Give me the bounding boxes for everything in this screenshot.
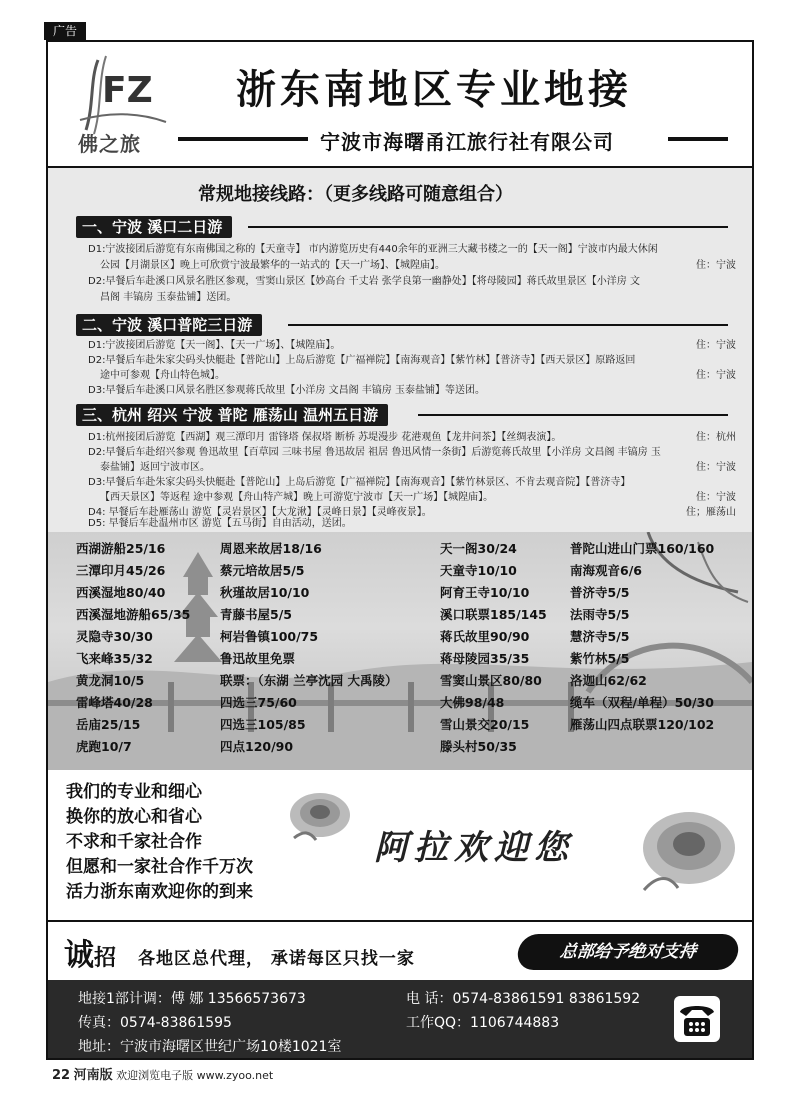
day-text: 【西天景区】等返程 途中参观【舟山特产城】晚上可游览宁波市【天一广场】【城隍庙】。 — [100, 492, 494, 503]
day-loc: 住：宁波 — [696, 260, 736, 271]
day-text: D3:早餐后车赴朱家尖码头快艇赴【普陀山】上岛后游览【广福禅院】【南海观音】【紫竹林景区、不肯去观音院】【普济寺】 — [88, 477, 631, 488]
ticket-item: 鲁迅故里免票 — [220, 651, 296, 666]
ticket-item: 慧济寺5/5 — [570, 629, 630, 644]
ticket-item: 溪口联票185/145 — [440, 607, 547, 622]
ticket-item: 普济寺5/5 — [570, 585, 630, 600]
ticket-item: 蒋母陵园35/35 — [440, 651, 530, 666]
day-text: D1:杭州接团后游览【西湖】观三潭印月 雷锋塔 保叔塔 断桥 苏堤漫步 花港观鱼【龙井问茶】【丝绸表演】。 — [88, 432, 562, 443]
route-3-day — [88, 445, 736, 461]
support-badge: 总部给予绝对支持 — [515, 934, 740, 970]
peony-flower-icon — [280, 780, 360, 850]
route-3-day — [88, 516, 736, 532]
day-loc: 住：杭州 — [696, 432, 736, 443]
contact-fax: 传真：0574-83861595 — [78, 1015, 232, 1031]
ticket-item: 飞来峰35/32 — [76, 651, 153, 666]
website-text: 欢迎浏览电子版 www.zyoo.net — [116, 1069, 274, 1082]
page-title: 浙东南地区专业地接 — [236, 67, 632, 113]
ticket-item: 天童寺10/10 — [440, 563, 517, 578]
route-2-day — [88, 338, 736, 354]
route-2-day — [88, 353, 736, 369]
ticket-column-shaoxing — [220, 538, 397, 758]
slogan-line: 不求和千家社合作 — [66, 832, 202, 852]
recruit-char-1: 诚 — [64, 938, 94, 973]
recruit-char-2: 招 — [94, 946, 117, 971]
ticket-item: 黄龙洞10/5 — [76, 673, 145, 688]
ticket-item: 雪窦山景区80/80 — [440, 673, 542, 688]
ticket-item: 青藤书屋5/5 — [220, 607, 292, 622]
ticket-item: 缆车（双程/单程）50/30 — [570, 695, 714, 710]
recruit-big-text — [64, 930, 116, 974]
company-name: 宁波市海曙甬江旅行社有限公司 — [320, 130, 614, 154]
ticket-item: 西湖游船25/16 — [76, 541, 166, 556]
ticket-item: 四选三75/60 — [220, 695, 297, 710]
day-loc: 住；雁荡山 — [686, 507, 736, 518]
route-3-title: 三、杭州 绍兴 宁波 普陀 雁荡山 温州五日游 — [76, 404, 388, 426]
ticket-item: 虎跑10/7 — [76, 739, 132, 754]
day-loc: 住：宁波 — [696, 462, 736, 473]
ticket-price-table — [48, 532, 752, 770]
ticket-item: 岳庙25/15 — [76, 717, 141, 732]
day-text: 公园【月湖景区】晚上可欣赏宁波最繁华的一站式的【天一广场】、【城隍庙】。 — [100, 260, 445, 271]
ticket-item: 灵隐寺30/30 — [76, 629, 153, 644]
day-loc: 住：宁波 — [696, 340, 736, 351]
day-text: D2:早餐后车赴朱家尖码头快艇赴【普陀山】上岛后游览【广福禅院】【南海观音】【紫竹林】【普济寺】【西天景区】原路返回 — [88, 355, 636, 366]
ticket-item: 滕头村50/35 — [440, 739, 517, 754]
ticket-item: 洛迦山62/62 — [570, 673, 647, 688]
ticket-column-putuo-yandang — [570, 538, 714, 736]
route-1-day — [100, 290, 736, 306]
subtitle-bar — [178, 126, 728, 152]
ticket-item: 阿育王寺10/10 — [440, 585, 530, 600]
svg-text:FZ: FZ — [102, 70, 153, 111]
ticket-item: 雪山景交20/15 — [440, 717, 530, 732]
day-loc: 住：宁波 — [696, 492, 736, 503]
route-2-day — [88, 383, 736, 399]
ticket-column-hangzhou — [76, 538, 190, 758]
ticket-item: 四选三105/85 — [220, 717, 306, 732]
ticket-item: 三潭印月45/26 — [76, 563, 166, 578]
recruit-banner — [48, 920, 752, 980]
route-1-day — [100, 258, 736, 274]
advertisement-frame — [46, 40, 754, 1060]
welcome-calligraphy: 阿拉欢迎您 — [374, 828, 574, 868]
ticket-item: 周恩来故居18/16 — [220, 541, 322, 556]
ticket-item: 法雨寺5/5 — [570, 607, 630, 622]
contact-tel-value: 0574-83861591 83861592 — [452, 991, 641, 1007]
day-text: 泰盐铺】返回宁波市区。 — [100, 462, 210, 473]
day-text: D2:早餐后车赴绍兴参观 鲁迅故里【百草园 三味书屋 鲁迅故居 祖居 鲁迅风情一条街】后游览蒋氏故里【小洋房 文昌阁 丰镐房 玉 — [88, 447, 661, 458]
ticket-item: 四点120/90 — [220, 739, 294, 754]
ticket-item: 柯岩鲁镇100/75 — [220, 629, 319, 644]
day-text: D4: 早餐后车赴雁荡山 游览【灵岩景区】【大龙湫】【灵峰日景】【灵峰夜景】。 — [88, 507, 432, 518]
telephone-icon — [672, 994, 722, 1044]
ticket-item: 联票：（东湖 兰亭沈园 大禹陵） — [220, 673, 398, 688]
ticket-item: 天一阁30/24 — [440, 541, 517, 556]
ticket-item: 蒋氏故里90/90 — [440, 629, 530, 644]
header — [48, 42, 752, 168]
contact-panel — [48, 980, 752, 1058]
ticket-item: 普陀山进山门票160/160 — [570, 541, 715, 556]
slogan-text — [66, 780, 253, 905]
slogan-area — [48, 770, 752, 920]
ticket-item: 蔡元培故居5/5 — [220, 563, 305, 578]
routes-heading: 常规地接线路：（更多线路可随意组合） — [198, 184, 513, 205]
contact-dept: 地接1部计调：傅 娜 13566573673 — [78, 991, 306, 1007]
recruit-text: 各地区总代理， 承诺每区只找一家 — [138, 949, 415, 969]
ticket-item: 雁荡山四点联票120/102 — [570, 717, 715, 732]
ticket-item: 西溪湿地80/40 — [76, 585, 166, 600]
ticket-item: 紫竹林5/5 — [570, 651, 630, 666]
day-text: 途中可参观【舟山特色城】。 — [100, 370, 225, 381]
day-text: 昌阁 丰镐房 玉泰盐铺】送团。 — [100, 292, 237, 303]
ticket-item: 西溪湿地游船65/35 — [76, 607, 191, 622]
day-text: D1:宁波接团后游览【天一阁】、【天一广场】、【城隍庙】。 — [88, 340, 341, 351]
contact-address: 地址：宁波市海曙区世纪广场10楼1021室 — [78, 1039, 342, 1055]
route-2-rule — [288, 324, 728, 326]
slogan-line: 换你的放心和省心 — [66, 807, 202, 827]
ticket-item: 大佛98/48 — [440, 695, 505, 710]
page-footer — [52, 1064, 273, 1083]
contact-tel-label: 电 话： — [406, 991, 453, 1007]
day-text: D3:早餐后车赴溪口风景名胜区参观蒋氏故里【小洋房 文昌阁 丰镐房 玉泰盐铺】等送团。 — [88, 385, 485, 396]
edition-label: 河南版 — [73, 1068, 113, 1083]
ticket-item: 南海观音6/6 — [570, 563, 642, 578]
day-text: D5: 早餐后车赴温州市区 游览【五马街】自由活动，送团。 — [88, 518, 352, 529]
day-loc: 住：宁波 — [696, 370, 736, 381]
day-text: D2:早餐后车赴溪口风景名胜区参观，雪窦山景区【妙高台 千丈岩 张学良第一幽静处】【将母陵园】蒋氏故里景区【小洋房 文 — [88, 276, 640, 287]
slogan-line: 活力浙东南欢迎你的到来 — [66, 882, 253, 902]
route-2-title: 二、宁波 溪口普陀三日游 — [76, 314, 262, 336]
ticket-item: 雷峰塔40/28 — [76, 695, 153, 710]
page-number: 22 — [52, 1068, 71, 1083]
subtitle-rule-right — [668, 137, 728, 141]
logo-text: 佛之旅 — [78, 132, 141, 156]
slogan-line: 但愿和一家社合作千万次 — [66, 857, 253, 877]
route-1-title: 一、宁波 溪口二日游 — [76, 216, 232, 238]
ticket-column-ningbo — [440, 538, 547, 758]
route-3-day — [100, 490, 736, 506]
day-text: D1:宁波接团后游览有东南佛国之称的【天童寺】 市内游览历史有440余年的亚洲三大藏书楼之一的【天一阁】宁波市内最大休闲 — [88, 244, 658, 255]
route-1-rule — [248, 226, 728, 228]
contact-tel — [406, 988, 640, 1008]
route-1-day — [88, 242, 736, 258]
subtitle-rule-left — [178, 137, 308, 141]
slogan-line: 我们的专业和细心 — [66, 782, 202, 802]
route-3-day — [88, 475, 736, 491]
route-3-day — [100, 460, 736, 476]
peony-flower-icon — [634, 800, 744, 896]
route-3-day — [88, 430, 736, 446]
route-2-day — [100, 368, 736, 384]
contact-qq: 工作QQ：1106744883 — [406, 1015, 560, 1031]
route-3-rule — [418, 414, 728, 416]
ad-tag: 广告 — [44, 22, 86, 40]
ticket-item: 秋瑾故居10/10 — [220, 585, 310, 600]
route-1-day — [88, 274, 736, 290]
